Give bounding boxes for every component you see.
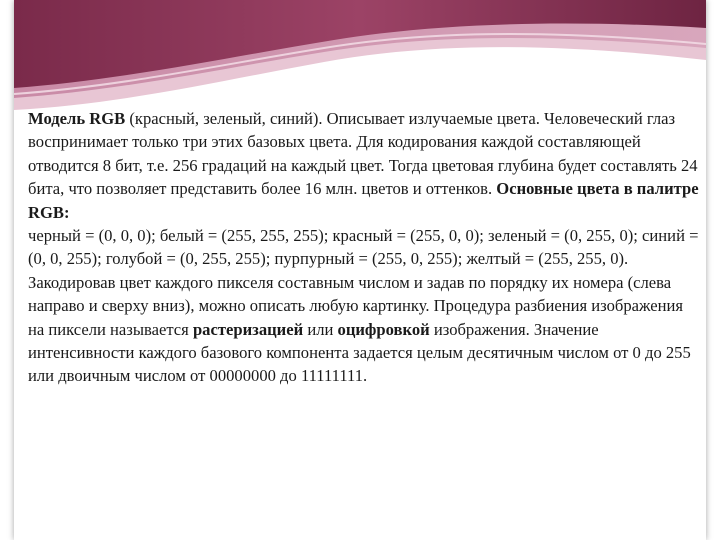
decorative-banner	[14, 0, 706, 112]
primary-colors-heading: Основные цвета в палитре RGB:	[28, 179, 699, 222]
term-digitization: оцифровкой	[337, 319, 430, 339]
paragraph-encoding-c: изображения. Значение интенсивности каждого базового компонента задается целым десятичным числом от 0 до 255 или двоичным числом от 00000000 до 11111111.	[28, 319, 691, 386]
paragraph-encoding-a: Закодировав цвет каждого пикселя составным числом и задав по порядку их номера (слева направо и сверху вниз), можно описать любую картинку. Процедура разбиения изображения на пиксели называется	[28, 272, 684, 339]
paragraph-intro: (красный, зеленый, синий). Описывает излучаемые цвета. Человеческий глаз воспринимает только три этих базовых цвета. Для кодирования каждой составляющей отводится 8 бит, т.е. 256 градаций на каждый цвет. Тогда цветовая глубина будет составлять 24 бита, что позволяет представить более 16 млн. цветов и оттенков.	[28, 109, 698, 199]
color-values-list: черный = (0, 0, 0); белый = (255, 255, 255); красный = (255, 0, 0); зеленый = (0, 255, 0); синий = (0, 0, 255); голубой = (0, 255, 255); пурпурный = (255, 0, 255); желтый = (255, 255, 0).	[28, 226, 699, 269]
body-text	[28, 107, 700, 388]
paragraph-encoding-b: или	[303, 319, 338, 339]
term-rasterization: растеризацией	[192, 319, 304, 339]
model-rgb-heading: Модель RGB	[28, 109, 126, 128]
